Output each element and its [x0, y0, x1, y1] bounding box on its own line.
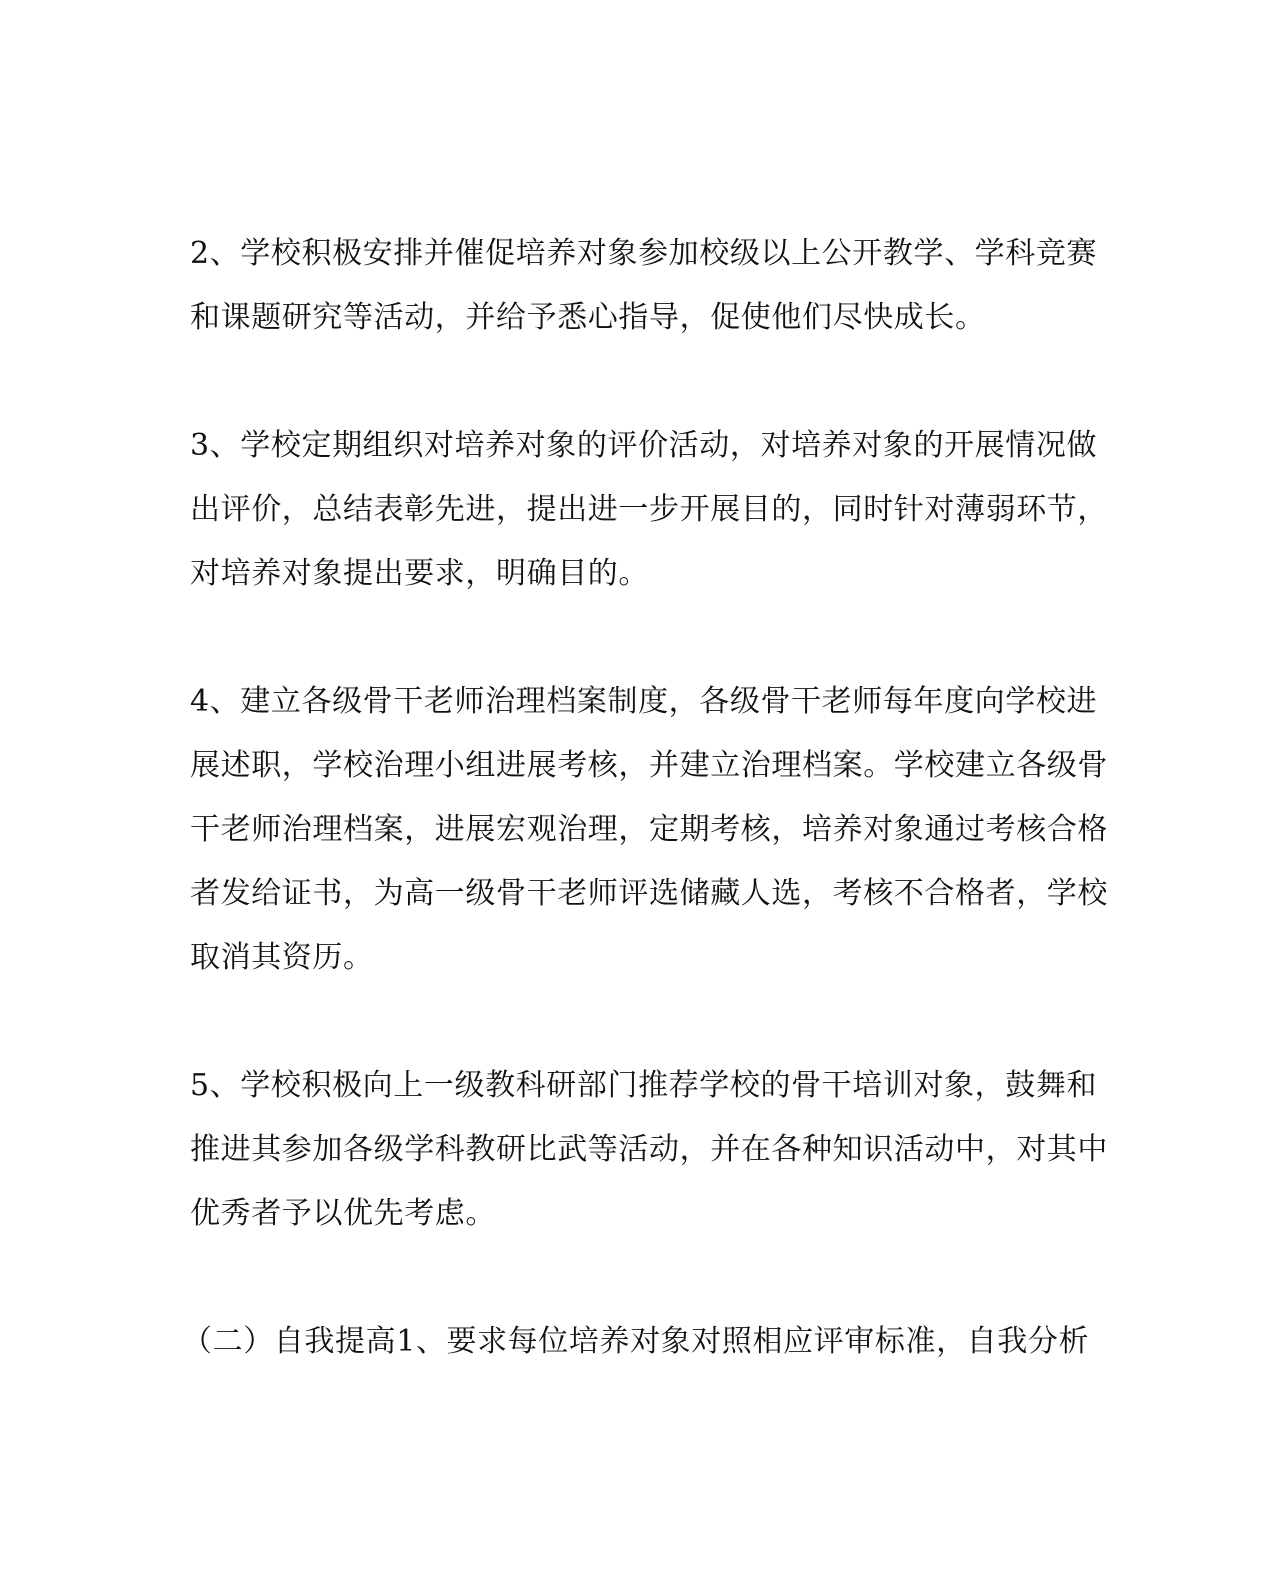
- paragraph-2-line-2: 和课题研究等活动，并给予悉心指导，促使他们尽快成长。: [190, 300, 986, 335]
- paragraph-4-line-4: 者发给证书，为高一级骨干老师评选储藏人选，考核不合格者，学校: [190, 876, 1108, 911]
- paragraph-3-line-2: 出评价，总结表彰先进，提出进一步开展目的，同时针对薄弱环节，: [190, 492, 1108, 527]
- paragraph-3-line-3: 对培养对象提出要求，明确目的。: [190, 556, 649, 591]
- section-2-line-1: （二）自我提高1、要求每位培养对象对照相应评审标准，自我分析: [182, 1324, 1090, 1359]
- paragraph-4-line-2: 展述职，学校治理小组进展考核，并建立治理档案。学校建立各级骨: [190, 748, 1108, 783]
- paragraph-4-line-5: 取消其资历。: [190, 940, 374, 975]
- paragraph-2-line-1: 2、学校积极安排并催促培养对象参加校级以上公开教学、学科竞赛: [190, 236, 1098, 271]
- paragraph-5-line-1: 5、学校积极向上一级教科研部门推荐学校的骨干培训对象，鼓舞和: [190, 1068, 1098, 1103]
- paragraph-4-line-1: 4、建立各级骨干老师治理档案制度，各级骨干老师每年度向学校进: [190, 684, 1098, 719]
- paragraph-4-line-3: 干老师治理档案，进展宏观治理，定期考核，培养对象通过考核合格: [190, 812, 1108, 847]
- paragraph-3-line-1: 3、学校定期组织对培养对象的评价活动，对培养对象的开展情况做: [190, 428, 1098, 463]
- paragraph-5-line-2: 推进其参加各级学科教研比武等活动，并在各种知识活动中，对其中: [190, 1132, 1108, 1167]
- paragraph-5-line-3: 优秀者予以优先考虑。: [190, 1196, 496, 1231]
